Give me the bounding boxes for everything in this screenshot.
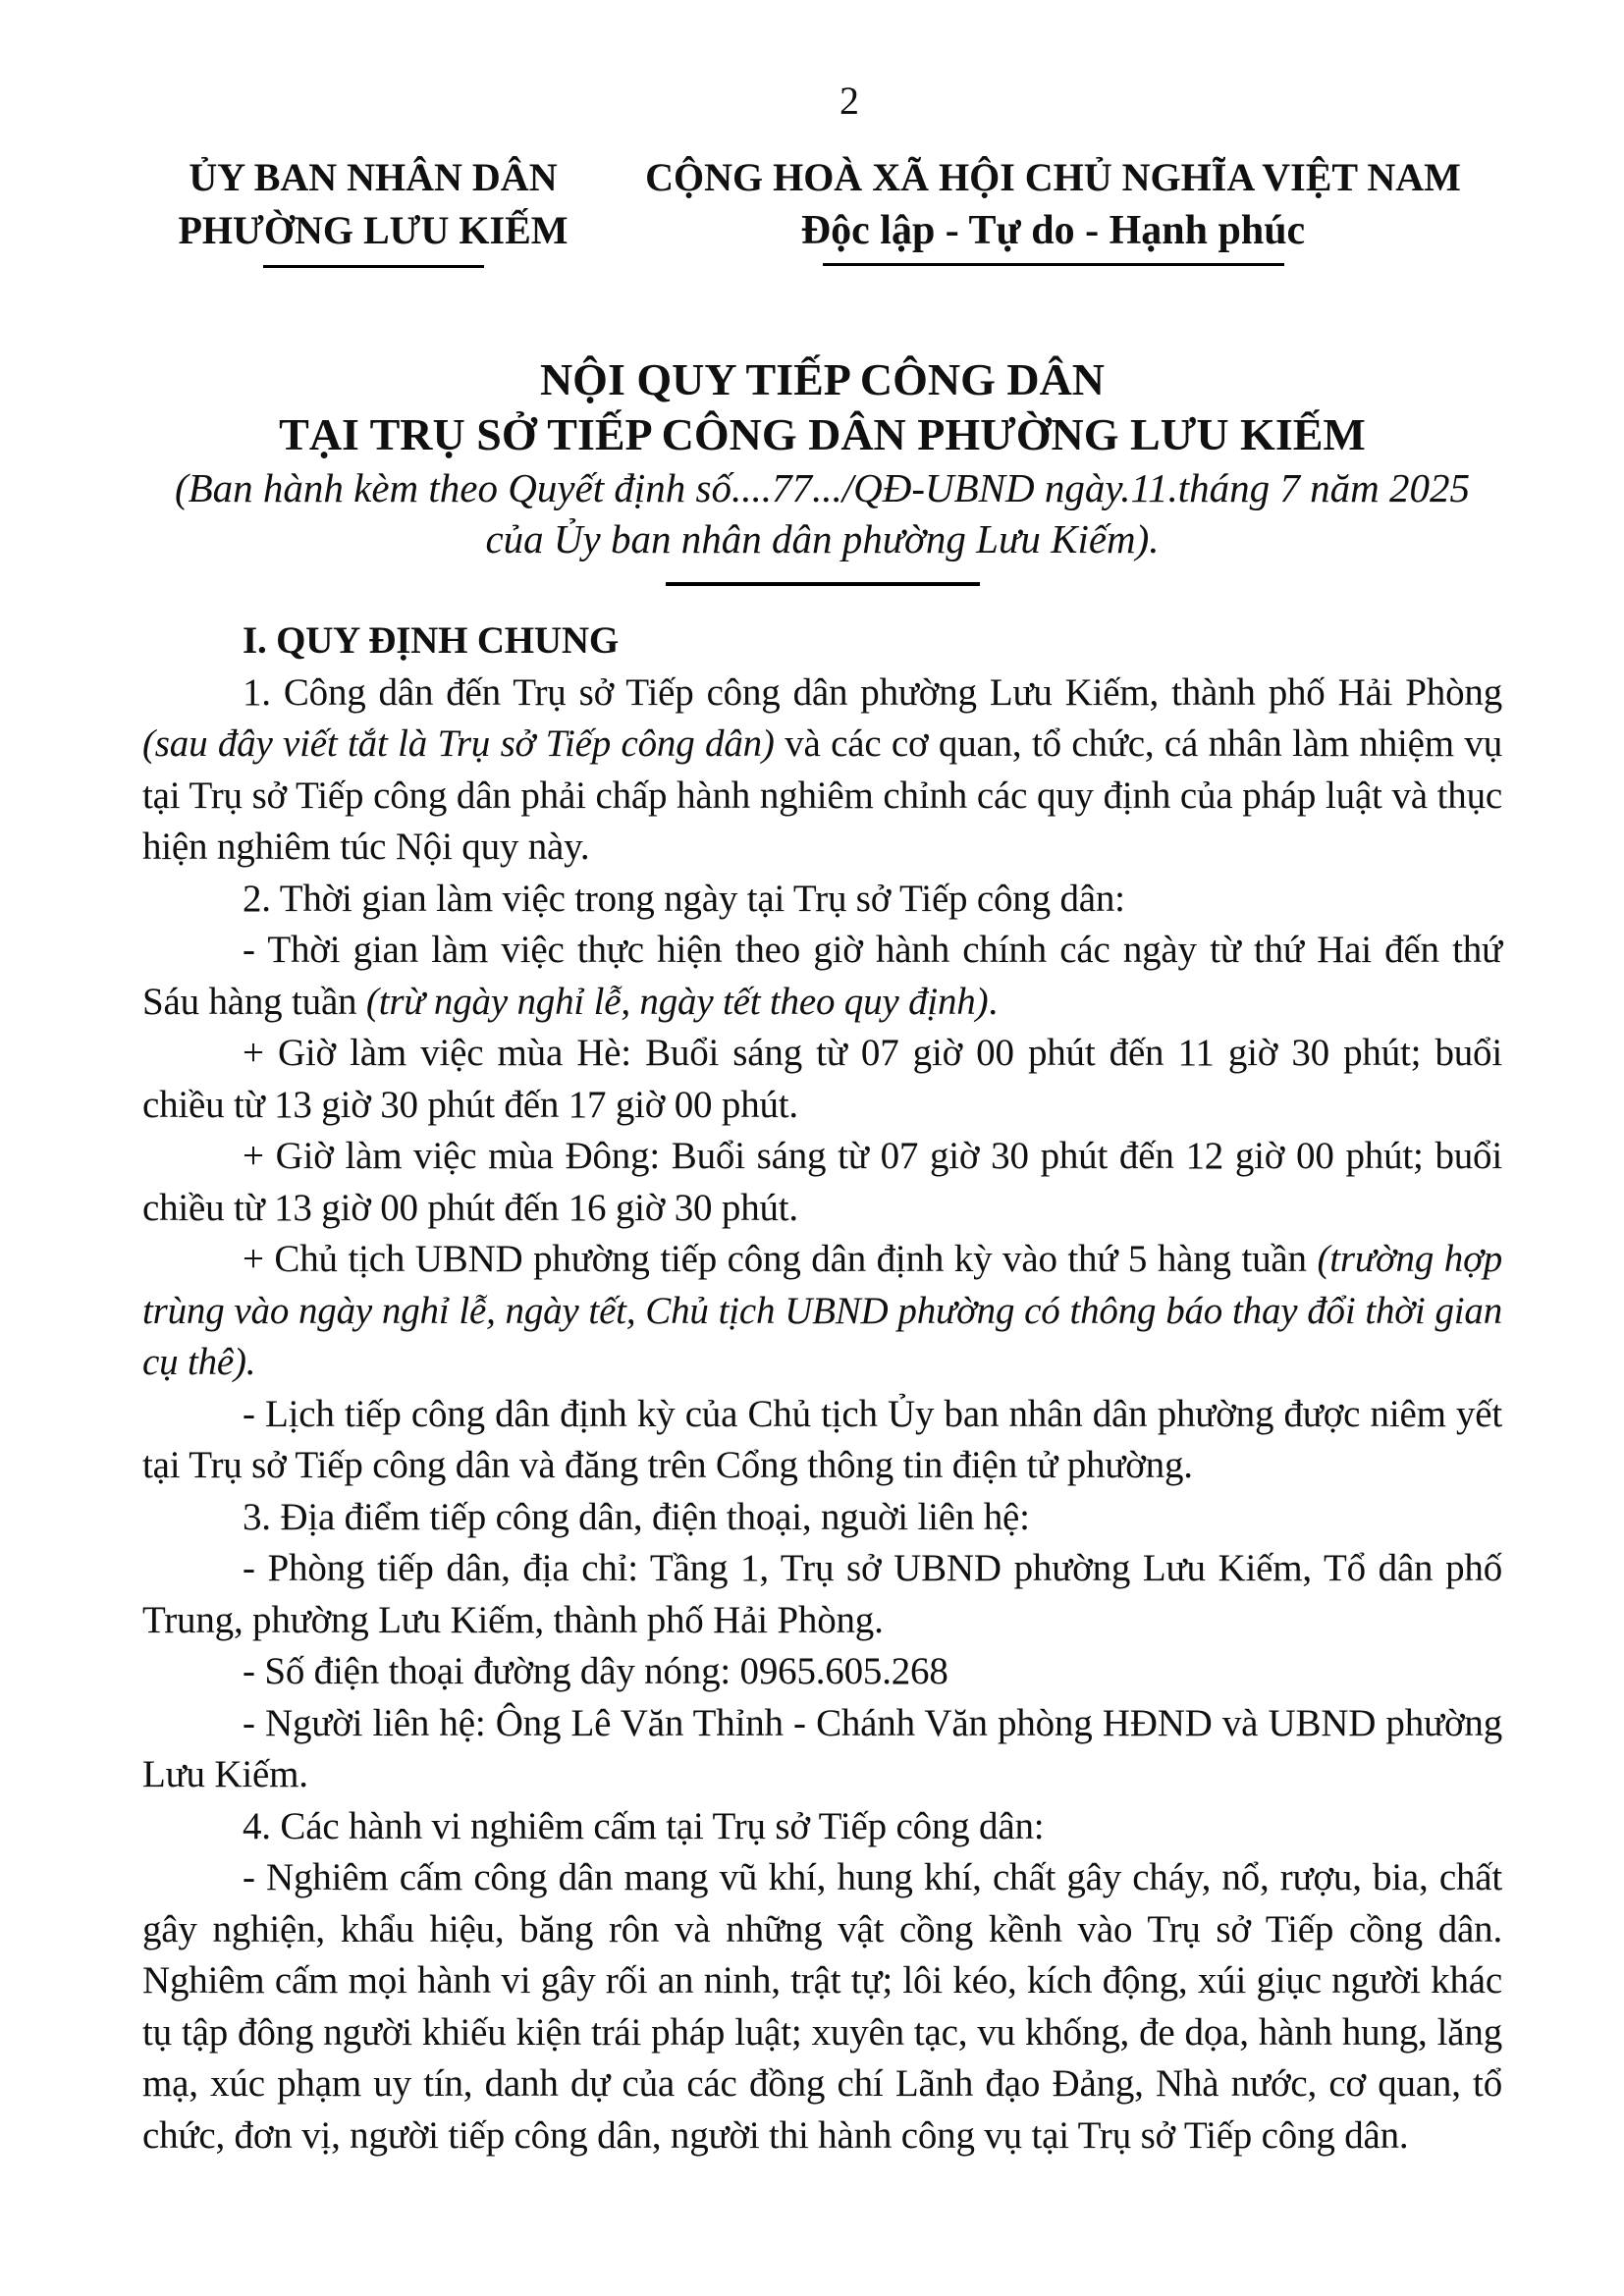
paragraph-7 — [142, 1389, 1502, 1492]
national-motto: Độc lập - Tự do - Hạnh phúc — [800, 208, 1306, 253]
paragraph-3 — [142, 925, 1502, 1028]
paragraph-3-text-cont: . — [988, 980, 998, 1023]
paragraph-3-italic-note: (trừ ngày nghỉ lễ, ngày tết theo quy định) — [365, 980, 989, 1023]
national-title: CỘNG HOÀ XÃ HỘI CHỦ NGHĨA VIỆT NAM — [645, 155, 1461, 199]
paragraph-11 — [142, 1698, 1502, 1801]
issuing-authority-line1: ỦY BAN NHÂN DÂN — [189, 155, 558, 199]
document-header — [142, 151, 1502, 268]
paragraph-10-text: - Số điện thoại đường dây nóng: 0965.605.268 — [243, 1650, 948, 1692]
paragraph-4 — [142, 1028, 1502, 1131]
paragraph-9 — [142, 1543, 1502, 1646]
paragraph-5-text: + Giờ làm việc mùa Đông: Buổi sáng từ 07 giờ 30 phút đến 12 giờ 00 phút; buổi chiều từ 13 giờ 00 phút đến 16 giờ 30 phút. — [142, 1135, 1502, 1229]
paragraph-8 — [142, 1492, 1502, 1544]
title-divider-rule — [666, 582, 980, 586]
section-heading: I. QUY ĐỊNH CHUNG — [243, 619, 620, 662]
paragraph-13-text: - Nghiêm cấm công dân mang vũ khí, hung khí, chất gây cháy, nổ, rượu, bia, chất gây nghiện, khẩu hiệu, băng rôn và những vật cồng kềnh vào Trụ sở Tiếp cồng dân. Nghiêm cấm mọi hành vi gây rối an ninh, trật tự; lôi kéo, kích động, xúi giục người khác tụ tập đông người khiếu kiện trái pháp luật; xuyên tạc, vu khống, đe dọa, hành hung, lăng mạ, xúc phạm uy tín, danh dự của các đồng chí Lãnh đạo Đảng, Nhà nước, cơ quan, tổ chức, đơn vị, người tiếp công dân, người thi hành công vụ tại Trụ sở Tiếp công dân. — [142, 1856, 1502, 2157]
document-title-block — [142, 352, 1502, 586]
issuing-authority-line2: PHƯỜNG LƯU KIẾM — [178, 208, 568, 252]
paragraph-1-text: 1. Công dân đến Trụ sở Tiếp công dân phường Lưu Kiếm, thành phố Hải Phòng — [243, 670, 1502, 714]
paragraph-1-italic-note: (sau đây viết tắt là Trụ sở Tiếp công dân) — [142, 722, 775, 765]
document-subtitle-line2: của Ủy ban nhân dân phường Lưu Kiếm). — [485, 516, 1160, 561]
paragraph-8-text: 3. Địa điểm tiếp công dân, điện thoại, nguời liên hệ: — [243, 1495, 1030, 1538]
paragraph-6-text: + Chủ tịch UBND phường tiếp công dân định kỳ vào thứ 5 hàng tuần — [243, 1238, 1318, 1280]
paragraph-2 — [142, 874, 1502, 926]
paragraph-1 — [142, 667, 1502, 874]
paragraph-12-text: 4. Các hành vi nghiêm cấm tại Trụ sở Tiếp công dân: — [243, 1804, 1045, 1847]
paragraph-1-text-cont: và các cơ quan, tổ chức, cá nhân làm nhiệm vụ tại Trụ sở Tiếp công dân phải chấp hành nghiêm chỉnh các quy định của pháp luật và thục hiện nghiêm túc Nội quy này. — [142, 722, 1502, 868]
paragraph-4-text: + Giờ làm việc mùa Hè: Buổi sáng từ 07 giờ 00 phút đến 11 giờ 30 phút; buổi chiều từ 13 giờ 30 phút đến 17 giờ 00 phút. — [142, 1032, 1502, 1126]
page-number — [0, 0, 1624, 124]
document-subtitle-line1: (Ban hành kèm theo Quyết định số....77.../QĐ-UBND ngày.11.tháng 7 năm 2025 — [174, 465, 1471, 510]
paragraph-7-text: - Lịch tiếp công dân định kỳ của Chủ tịch Ủy ban nhân dân phường được niêm yết tại Trụ sở Tiếp công dân và đăng trên Cổng thông tin điện tử phường. — [142, 1392, 1502, 1486]
page-number-value: 2 — [839, 79, 859, 123]
paragraph-3-text: - Thời gian làm việc thực hiện theo giờ hành chính các ngày từ thứ Hai đến thứ Sáu hàng tuần — [142, 929, 1502, 1023]
paragraph-5 — [142, 1131, 1502, 1234]
issuing-authority-underline — [263, 265, 484, 268]
paragraph-6 — [142, 1234, 1502, 1389]
national-motto-block — [604, 151, 1502, 268]
paragraph-13 — [142, 1852, 1502, 2162]
paragraph-10 — [142, 1646, 1502, 1698]
paragraph-12 — [142, 1801, 1502, 1853]
document-title-line2: TẠI TRỤ SỞ TIẾP CÔNG DÂN PHƯỜNG LƯU KIẾM — [279, 409, 1366, 459]
issuing-authority-block — [142, 151, 604, 268]
document-body — [142, 615, 1502, 2162]
paragraph-2-text: 2. Thời gian làm việc trong ngày tại Trụ sở Tiếp công dân: — [243, 877, 1125, 920]
paragraph-6-italic-note: (trường hợp trùng vào ngày nghỉ lễ, ngày tết, Chủ tịch UBND phường có thông báo thay đổi thời gian cụ thê). — [142, 1238, 1503, 1383]
document-title-line1: NỘI QUY TIẾP CÔNG DÂN — [539, 354, 1106, 404]
national-motto-underline — [823, 263, 1284, 266]
paragraph-11-text: - Người liên hệ: Ông Lê Văn Thỉnh - Chánh Văn phòng HĐND và UBND phường Lưu Kiếm. — [142, 1701, 1502, 1795]
paragraph-9-text: - Phòng tiếp dân, địa chỉ: Tầng 1, Trụ sở UBND phường Lưu Kiếm, Tổ dân phố Trung, phường Lưu Kiếm, thành phố Hải Phòng. — [142, 1547, 1502, 1641]
